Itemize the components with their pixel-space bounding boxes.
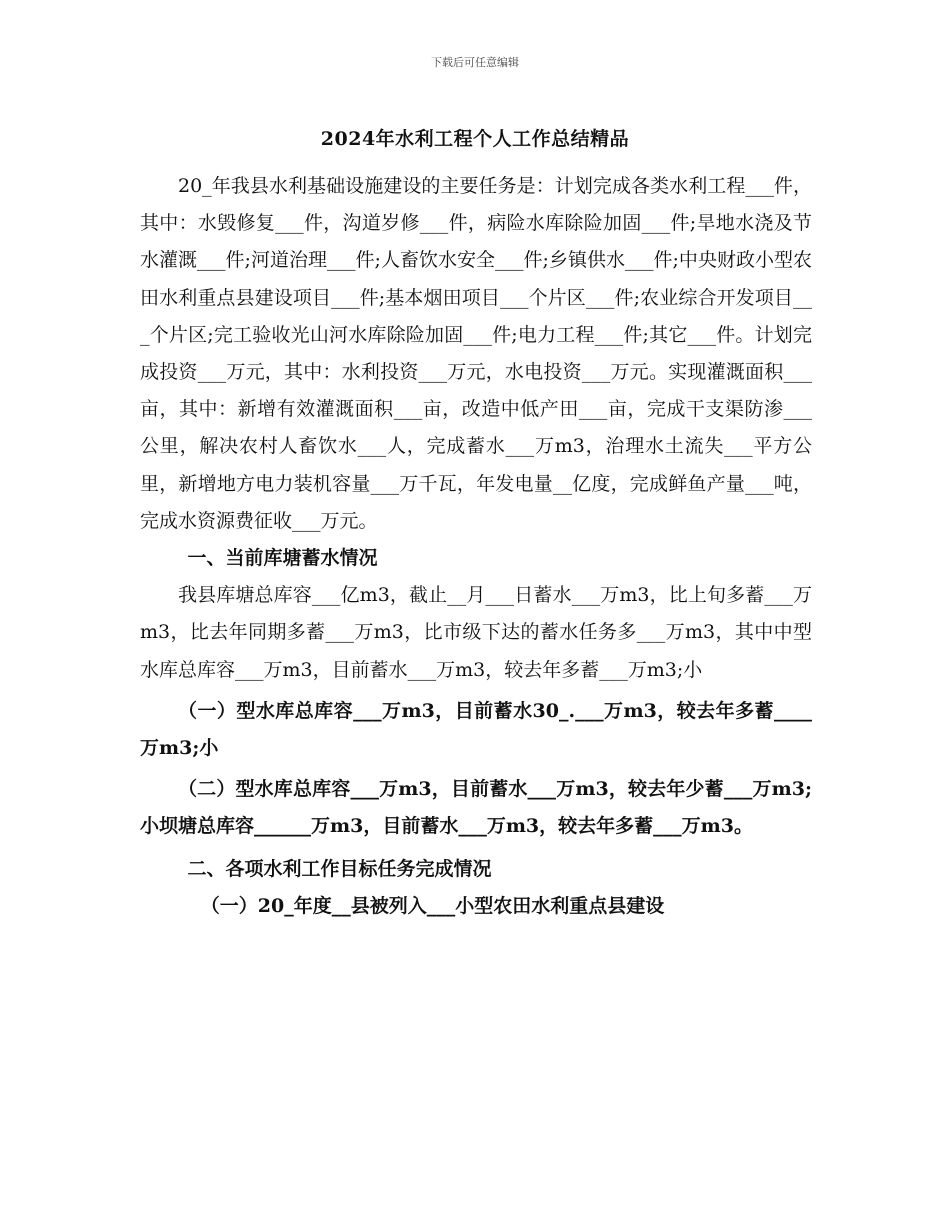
document-body	[140, 168, 812, 925]
item-2-paragraph: （二）型水库总库容___万m3，目前蓄水___万m3，较去年少蓄___万m3;小坝塘总库容______万m3，目前蓄水___万m3，较去年多蓄___万m3。	[140, 777, 812, 837]
document-title: 2024年水利工程个人工作总结精品	[320, 128, 630, 150]
header-note: 下载后可任意编辑	[431, 56, 519, 69]
section-2-heading: 二、各项水利工作目标任务完成情况	[187, 857, 492, 880]
storage-paragraph: 我县库塘总库容___亿m3，截止__月___日蓄水___万m3，比上旬多蓄___万m3，比去年同期多蓄___万m3，比市级下达的蓄水任务多___万m3，其中中型水库总库容___万m3，目前蓄水___万m3，较去年多蓄___万m3;小	[140, 584, 812, 681]
section-1-heading: 一、当前库塘蓄水情况	[187, 547, 378, 570]
intro-paragraph: 20_年我县水利基础设施建设的主要任务是：计划完成各类水利工程___件，其中：水毁修复___件，沟道岁修___件，病险水库除险加固___件;旱地水浇及节水灌溉___件;河道治理___件;人畜饮水安全___件;乡镇供水___件;中央财政小型农田水利重点县建设项目___件;基本烟田项目___个片区___件;农业综合开发项目___个片区;完工验收光山河水库除险加固___件;电力工程___件;其它___件。计划完成投资___万元，其中：水利投资___万元，水电投资___万元。实现灌溉面积___亩，其中：新增有效灌溉面积___亩，改造中低产田___亩，完成干支渠防渗___公里，解决农村人畜饮水___人，完成蓄水___万m3，治理水土流失___平方公里，新增地方电力装机容量___万千瓦，年发电量__亿度，完成鲜鱼产量___吨，完成水资源费征收___万元。	[140, 175, 812, 532]
item-1-paragraph: （一）型水库总库容___万m3，目前蓄水30_.___万m3，较去年多蓄____万m3;小	[140, 699, 812, 759]
subsection-1-heading: （一）20_年度__县被列入___小型农田水利重点县建设	[200, 895, 665, 918]
